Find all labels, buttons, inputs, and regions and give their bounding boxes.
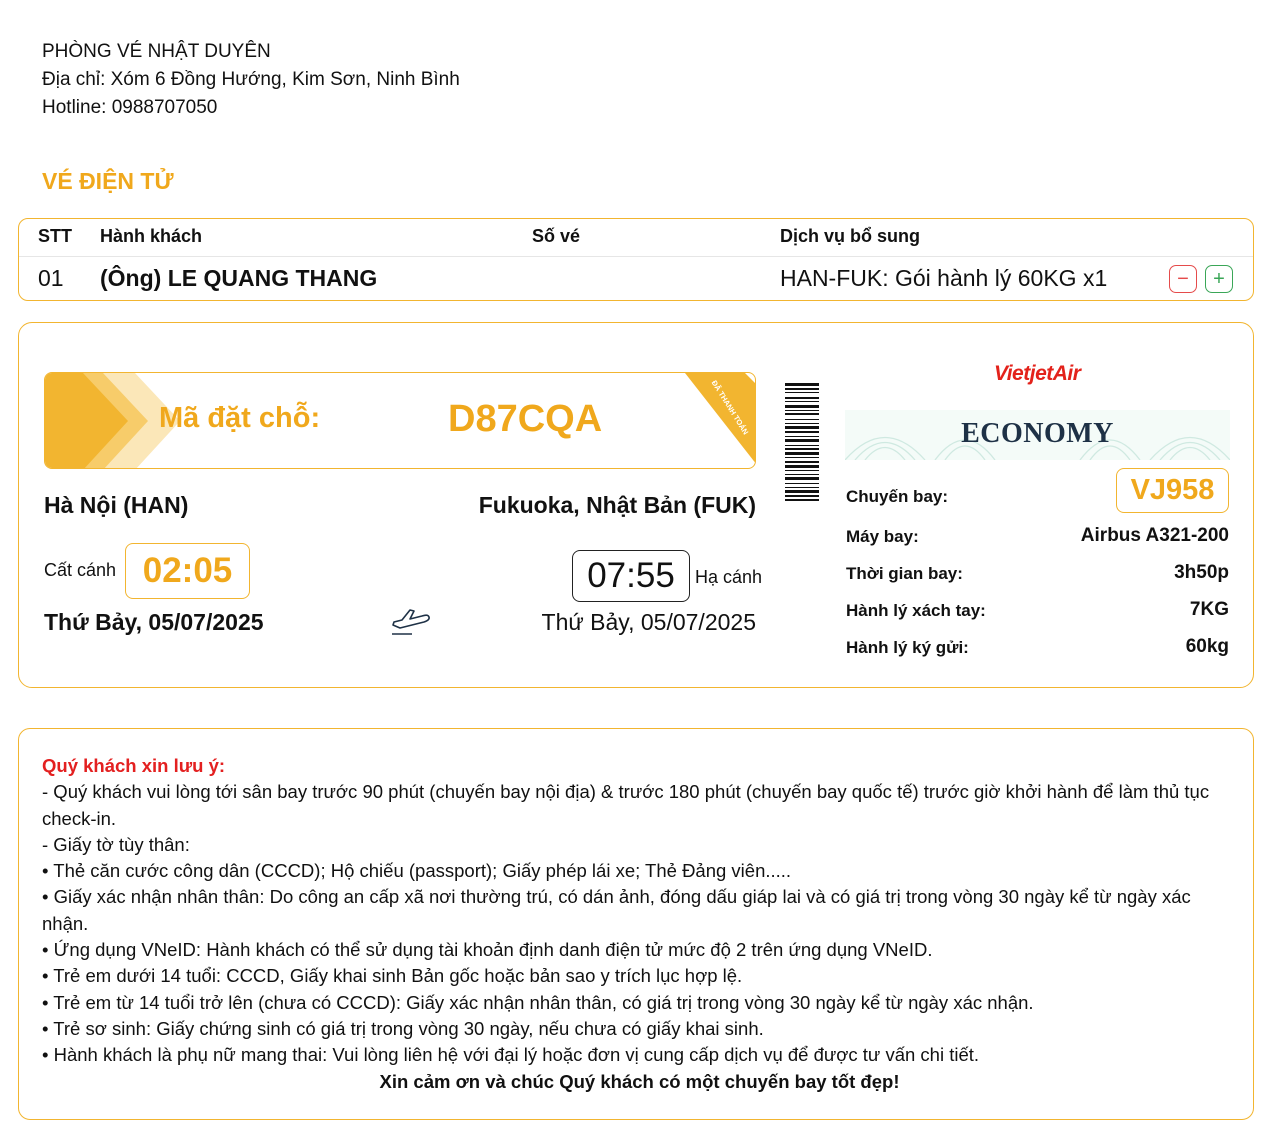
note-line: • Trẻ em dưới 14 tuổi: CCCD, Giấy khai sinh Bản gốc hoặc bản sao y trích lục hợp lệ.: [42, 965, 743, 987]
checked-baggage-value: 60kg: [1185, 636, 1229, 657]
header-extra-service: Dịch vụ bổ sung: [780, 226, 921, 246]
arrival-date: Thứ Bảy, 05/07/2025: [541, 609, 756, 635]
aircraft-label: Máy bay:: [846, 527, 919, 546]
notes: [42, 753, 1237, 1095]
checked-baggage-label: Hành lý ký gửi:: [846, 638, 969, 657]
note-line: • Hành khách là phụ nữ mang thai: Vui lòng liên hệ với đại lý hoặc đơn vị cung cấp dịch vụ để được tư vấn chi tiết.: [42, 1044, 980, 1066]
note-line: - Quý khách vui lòng tới sân bay trước 90 phút (chuyến bay nội địa) & trước 180 phút (chuyến bay quốc tế) trước giờ khởi hành để làm thủ tục check-in.: [42, 781, 1210, 829]
note-line: • Trẻ em từ 14 tuổi trở lên (chưa có CCCD): Giấy xác nhận nhân thân, có giá trị trong vòng 30 ngày kể từ ngày xác nhận.: [42, 991, 1034, 1013]
cabin-class: ECONOMY: [961, 418, 1114, 449]
notes-title: Quý khách xin lưu ý:: [42, 755, 226, 776]
aircraft-value: Airbus A321-200: [1080, 525, 1229, 546]
header-passenger: Hành khách: [100, 226, 203, 246]
note-line: • Thẻ căn cước công dân (CCCD); Hộ chiếu (passport); Giấy phép lái xe; Thẻ Đảng viên.....: [42, 860, 792, 882]
booking-code: D87CQA: [448, 398, 603, 440]
departure-time: 02:05: [125, 543, 250, 599]
agency-info: [42, 38, 460, 122]
row-passenger-name: (Ông) LE QUANG THANG: [100, 265, 378, 291]
agency-name: PHÒNG VÉ NHẬT DUYÊN: [42, 41, 271, 62]
note-line: - Giấy tờ tùy thân:: [42, 833, 190, 855]
note-line: • Trẻ sơ sinh: Giấy chứng sinh có giá trị trong vòng 30 ngày, nếu chưa có giấy khai sinh.: [42, 1017, 764, 1039]
header-stt: STT: [38, 226, 72, 246]
departure-date: Thứ Bảy, 05/07/2025: [44, 609, 264, 635]
arrival-time: 07:55: [572, 550, 690, 602]
departure-label: Cất cánh: [44, 560, 117, 580]
row-stt: 01: [38, 265, 64, 291]
section-title: VÉ ĐIỆN TỬ: [42, 168, 174, 194]
duration-label: Thời gian bay:: [846, 564, 963, 583]
note-line: • Giấy xác nhận nhân thân: Do công an cấp xã nơi thường trú, có dán ảnh, đóng dấu giáp lai và có giá trị trong vòng 30 ngày kể từ ngày xác nhận.: [42, 886, 1191, 934]
chevron-decoration: [45, 373, 756, 469]
add-service-button[interactable]: +: [1205, 265, 1233, 293]
carry-on-label: Hành lý xách tay:: [846, 601, 986, 620]
table-divider: [19, 256, 1253, 257]
arrival-label: Hạ cánh: [695, 567, 763, 587]
paid-ribbon: ĐÃ THANH TOÁN: [709, 378, 751, 437]
destination-city: Fukuoka, Nhật Bản (FUK): [478, 492, 756, 518]
booking-label: Mã đặt chỗ:: [159, 402, 321, 434]
duration-value: 3h50p: [1174, 562, 1229, 583]
flight-number: VJ958: [1116, 468, 1229, 513]
vietjet-logo: VietjetAir: [994, 362, 1081, 385]
remove-service-button[interactable]: −: [1169, 265, 1197, 293]
plane-takeoff-icon: [388, 598, 436, 638]
flight-label: Chuyến bay:: [846, 487, 949, 506]
barcode: [785, 383, 819, 629]
agency-address: Địa chỉ: Xóm 6 Đồng Hướng, Kim Sơn, Ninh Bình: [42, 69, 460, 90]
booking-code-bar: [44, 372, 756, 469]
agency-hotline: Hotline: 0988707050: [42, 97, 218, 118]
origin-city: Hà Nội (HAN): [44, 492, 189, 518]
header-ticket-no: Số vé: [532, 226, 581, 246]
row-extra-service: HAN-FUK: Gói hành lý 60KG x1: [780, 265, 1108, 291]
carry-on-value: 7KG: [1189, 599, 1229, 620]
note-line: • Ứng dụng VNeID: Hành khách có thể sử dụng tài khoản định danh điện tử mức độ 2 trên ứng dụng VNeID.: [42, 939, 933, 961]
notes-thanks: Xin cảm ơn và chúc Quý khách có một chuyến bay tốt đẹp!: [379, 1070, 900, 1092]
